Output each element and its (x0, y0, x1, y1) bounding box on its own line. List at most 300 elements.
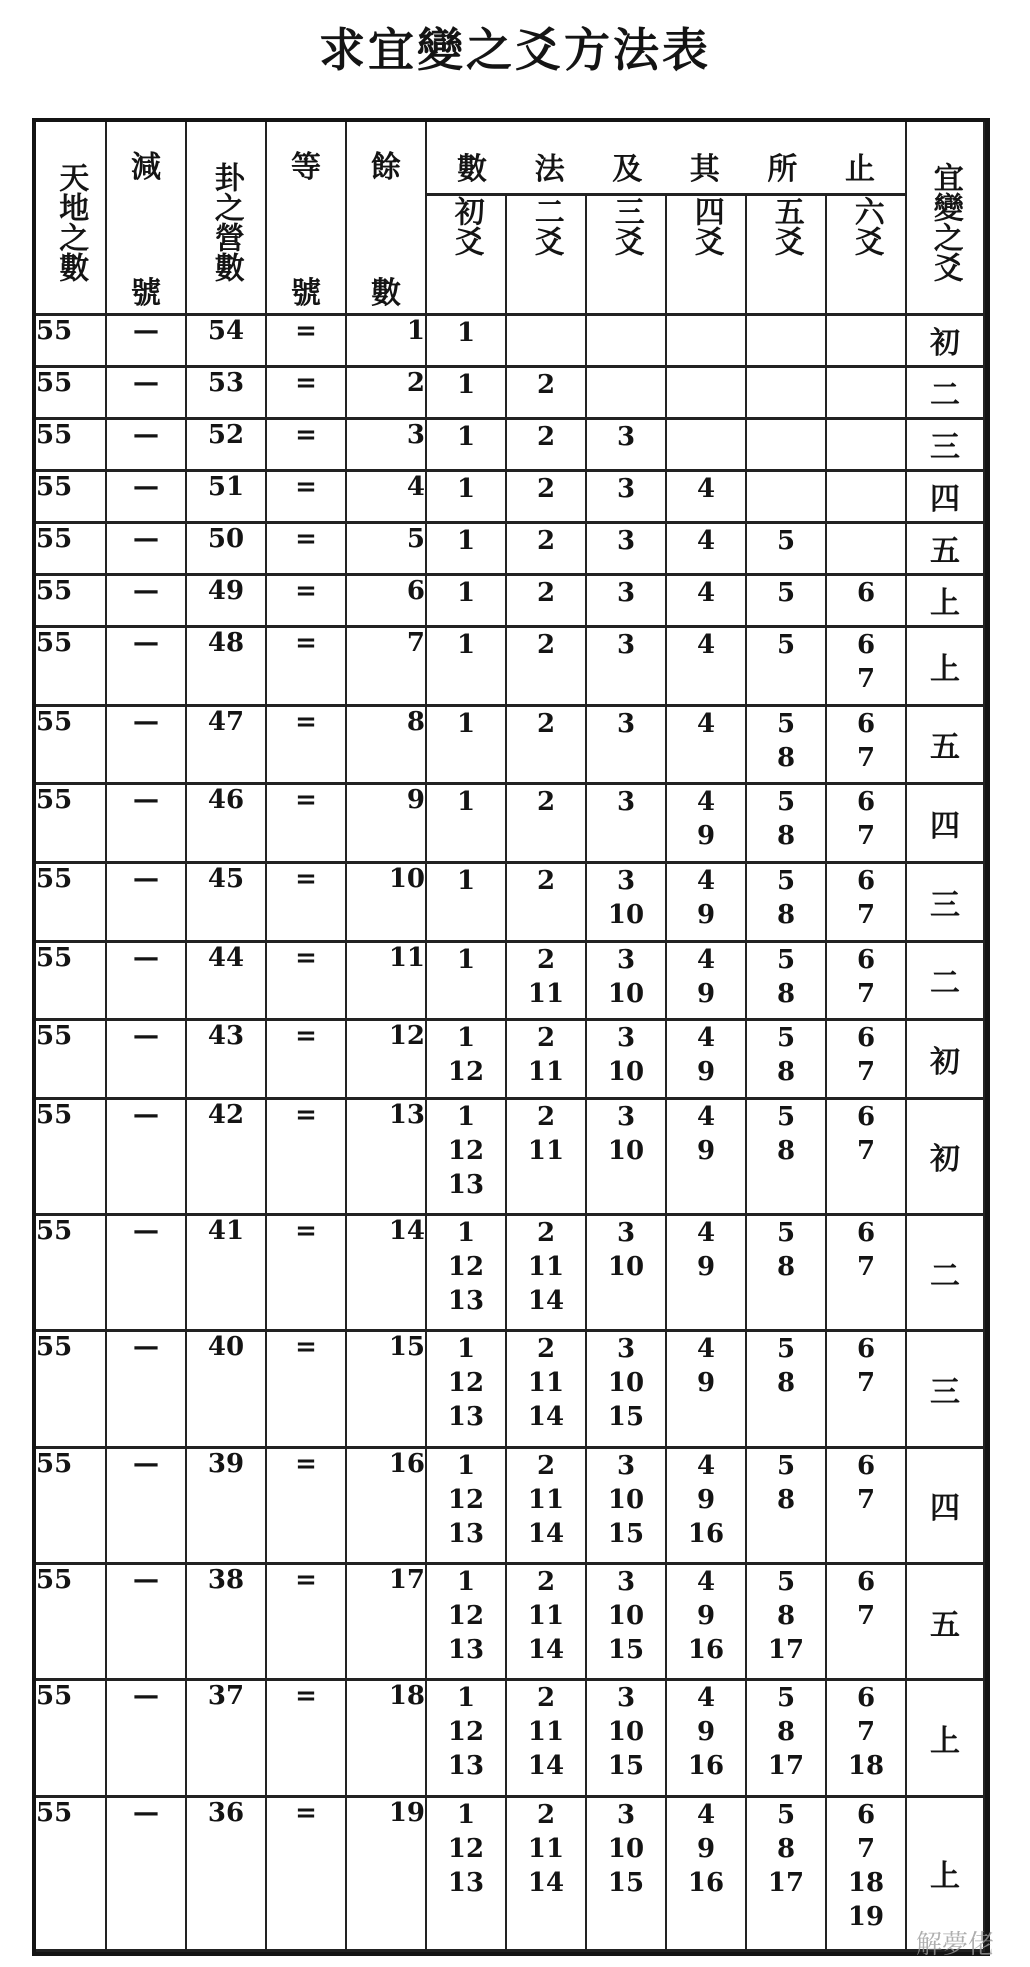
cell-yu: 10 (346, 862, 426, 941)
header-tiandi: 天地之數 (36, 122, 106, 314)
yao-number: 1 (456, 708, 476, 739)
yao-number: 3 (616, 865, 636, 896)
cell-yao-2 (506, 522, 586, 574)
cell-yao-6 (826, 470, 906, 522)
cell-jian: — (106, 1331, 186, 1447)
cell-guayingshu: 42 (186, 1098, 266, 1214)
cell-yao-4 (666, 1215, 746, 1331)
cell-jian: — (106, 574, 186, 626)
cell-yao-4 (666, 1020, 746, 1099)
cell-yao-6 (826, 784, 906, 863)
cell-yao-5 (746, 470, 826, 522)
cell-deng: = (266, 1447, 346, 1563)
h-yu-char: 數 (371, 276, 401, 311)
header-yibian: 宜變之爻 (906, 122, 984, 314)
yao-number: 6 (856, 1334, 876, 1365)
cell-jian: — (106, 1796, 186, 1950)
cell-yao-2 (506, 366, 586, 418)
cell-yao-1 (426, 1020, 506, 1099)
yao-number: 3 (616, 1799, 636, 1830)
cell-tiandi: 55 (36, 418, 106, 470)
cell-yao-6 (826, 366, 906, 418)
cell-guayingshu: 45 (186, 862, 266, 941)
method-table (36, 122, 985, 1952)
yao-number: 7 (856, 821, 876, 852)
cell-yibian: 三 (906, 862, 984, 941)
yao-number: 5 (776, 1334, 796, 1365)
cell-yao-3 (586, 1447, 666, 1563)
cell-yao-2 (506, 1796, 586, 1950)
cell-yao-5 (746, 418, 826, 470)
yao-number: 18 (847, 1867, 885, 1898)
cell-jian: — (106, 314, 186, 366)
yao-number: 3 (616, 1023, 636, 1054)
yao-number: 1 (456, 1218, 476, 1249)
yao-number: 10 (607, 1368, 645, 1399)
header-yao-2: 二爻 (506, 194, 586, 314)
yao-number: 9 (696, 821, 716, 852)
cell-yibian: 五 (906, 705, 984, 784)
yao-number: 2 (536, 369, 556, 400)
cell-yao-6 (826, 1331, 906, 1447)
cell-yao-6 (826, 418, 906, 470)
yao-number: 8 (776, 742, 796, 773)
header-yao-3: 三爻 (586, 194, 666, 314)
cell-yao-4 (666, 1331, 746, 1447)
cell-yao-6 (826, 705, 906, 784)
cell-yao-4 (666, 1680, 746, 1796)
cell-yao-2 (506, 574, 586, 626)
cell-yu: 8 (346, 705, 426, 784)
cell-yao-1 (426, 366, 506, 418)
yao-number: 9 (696, 1717, 716, 1748)
cell-yao-2 (506, 705, 586, 784)
cell-yao-5 (746, 574, 826, 626)
yao-number: 7 (856, 978, 876, 1009)
yao-number: 8 (776, 978, 796, 1009)
cell-deng: = (266, 1331, 346, 1447)
cell-yao-6 (826, 1796, 906, 1950)
yao-number: 16 (687, 1635, 725, 1666)
yao-number: 8 (776, 1368, 796, 1399)
cell-tiandi: 55 (36, 784, 106, 863)
yao-number: 4 (696, 1023, 716, 1054)
yao-number: 5 (776, 525, 796, 556)
cell-yao-1 (426, 1680, 506, 1796)
cell-yu: 1 (346, 314, 426, 366)
header-yao-5: 五爻 (746, 194, 826, 314)
yao-number: 1 (456, 369, 476, 400)
yao-number: 3 (616, 421, 636, 452)
yao-number: 12 (447, 1057, 485, 1088)
yao-number: 5 (776, 944, 796, 975)
cell-jian: — (106, 626, 186, 705)
header-yu (346, 122, 426, 314)
cell-yao-4 (666, 1796, 746, 1950)
cell-tiandi: 55 (36, 574, 106, 626)
cell-yao-6 (826, 1680, 906, 1796)
yao-number: 7 (856, 1057, 876, 1088)
yao-number: 8 (776, 821, 796, 852)
cell-yao-5 (746, 1680, 826, 1796)
yao-number: 11 (527, 1368, 565, 1399)
yao-number: 7 (856, 1717, 876, 1748)
cell-yao-6 (826, 1020, 906, 1099)
yao-number: 6 (856, 1683, 876, 1714)
cell-jian: — (106, 1564, 186, 1680)
cell-tiandi: 55 (36, 470, 106, 522)
yao-number: 10 (607, 1484, 645, 1515)
yao-number: 11 (527, 1717, 565, 1748)
yao-number: 5 (776, 1683, 796, 1714)
cell-deng: = (266, 1098, 346, 1214)
cell-yao-5 (746, 862, 826, 941)
yao-number: 9 (696, 899, 716, 930)
cell-guayingshu: 37 (186, 1680, 266, 1796)
cell-yao-5 (746, 626, 826, 705)
shufa-char: 數 (457, 152, 487, 187)
cell-yao-5 (746, 941, 826, 1020)
h-yu-char: 餘 (371, 150, 401, 185)
cell-yibian: 上 (906, 574, 984, 626)
yao-number: 4 (696, 1101, 716, 1132)
cell-yibian: 三 (906, 418, 984, 470)
yao-number: 10 (607, 899, 645, 930)
cell-yao-6 (826, 1098, 906, 1214)
yao-number: 3 (616, 1683, 636, 1714)
yao-number: 11 (527, 1057, 565, 1088)
yao-number: 9 (696, 1833, 716, 1864)
cell-yao-3 (586, 470, 666, 522)
cell-yu: 15 (346, 1331, 426, 1447)
yao-number: 7 (856, 1833, 876, 1864)
cell-yu: 14 (346, 1215, 426, 1331)
yao-number: 5 (776, 1101, 796, 1132)
cell-yu: 3 (346, 418, 426, 470)
yao-number: 5 (776, 1218, 796, 1249)
cell-yao-2 (506, 314, 586, 366)
cell-yao-2 (506, 1331, 586, 1447)
cell-yao-2 (506, 1020, 586, 1099)
cell-deng: = (266, 784, 346, 863)
cell-tiandi: 55 (36, 1098, 106, 1214)
yao-number: 6 (856, 1218, 876, 1249)
yao-number: 6 (856, 1567, 876, 1598)
yao-number: 2 (536, 1218, 556, 1249)
cell-tiandi: 55 (36, 1447, 106, 1563)
cell-yao-2 (506, 470, 586, 522)
header-deng (266, 122, 346, 314)
yao-number: 5 (776, 1023, 796, 1054)
cell-tiandi: 55 (36, 1564, 106, 1680)
yao-number: 4 (696, 787, 716, 818)
yao-number: 13 (447, 1867, 485, 1898)
table-row (36, 1215, 984, 1331)
cell-jian: — (106, 784, 186, 863)
cell-yu: 6 (346, 574, 426, 626)
cell-yao-3 (586, 1331, 666, 1447)
yao-number: 2 (536, 708, 556, 739)
yao-number: 2 (536, 1023, 556, 1054)
cell-yao-4 (666, 626, 746, 705)
yao-number: 10 (607, 1833, 645, 1864)
yao-number: 10 (607, 978, 645, 1009)
cell-guayingshu: 39 (186, 1447, 266, 1563)
shufa-char: 法 (534, 152, 565, 187)
yao-number: 3 (616, 1101, 636, 1132)
cell-deng: = (266, 418, 346, 470)
yao-number: 3 (616, 1567, 636, 1598)
shufa-char: 所 (767, 152, 798, 187)
yao-number: 11 (527, 1135, 565, 1166)
cell-yao-4 (666, 862, 746, 941)
shufa-char: 止 (844, 152, 875, 187)
yao-number: 9 (696, 978, 716, 1009)
yao-number: 8 (776, 1833, 796, 1864)
cell-yao-3 (586, 418, 666, 470)
yao-number: 5 (776, 787, 796, 818)
yao-number: 2 (536, 1334, 556, 1365)
yao-number: 3 (616, 629, 636, 660)
cell-yao-2 (506, 1680, 586, 1796)
cell-tiandi: 55 (36, 626, 106, 705)
cell-jian: — (106, 941, 186, 1020)
cell-yao-3 (586, 705, 666, 784)
cell-yao-4 (666, 1447, 746, 1563)
cell-guayingshu: 48 (186, 626, 266, 705)
cell-jian: — (106, 522, 186, 574)
cell-guayingshu: 38 (186, 1564, 266, 1680)
cell-yao-6 (826, 941, 906, 1020)
cell-yao-1 (426, 1564, 506, 1680)
cell-yao-5 (746, 1098, 826, 1214)
yao-number: 2 (536, 1799, 556, 1830)
cell-deng: = (266, 1680, 346, 1796)
cell-tiandi: 55 (36, 941, 106, 1020)
cell-yibian: 二 (906, 1215, 984, 1331)
yao-number: 12 (447, 1135, 485, 1166)
yao-number: 4 (696, 1218, 716, 1249)
yao-number: 6 (856, 708, 876, 739)
cell-deng: = (266, 1564, 346, 1680)
cell-yibian: 上 (906, 1796, 984, 1950)
cell-guayingshu: 41 (186, 1215, 266, 1331)
yao-number: 10 (607, 1135, 645, 1166)
cell-yao-2 (506, 1215, 586, 1331)
yao-number: 2 (536, 1101, 556, 1132)
header-guayingshu: 卦之營數 (186, 122, 266, 314)
cell-yao-5 (746, 784, 826, 863)
yao-number: 15 (607, 1402, 645, 1433)
yao-number: 8 (776, 1484, 796, 1515)
yao-number: 4 (696, 577, 716, 608)
cell-yao-1 (426, 705, 506, 784)
cell-yao-1 (426, 418, 506, 470)
cell-yao-1 (426, 1098, 506, 1214)
cell-yao-5 (746, 1564, 826, 1680)
shufa-char: 其 (689, 152, 720, 187)
cell-yao-2 (506, 1098, 586, 1214)
cell-yao-4 (666, 522, 746, 574)
yao-number: 12 (447, 1368, 485, 1399)
yao-number: 8 (776, 1601, 796, 1632)
cell-jian: — (106, 705, 186, 784)
yao-number: 5 (776, 1567, 796, 1598)
cell-yao-3 (586, 1020, 666, 1099)
table-row (36, 1331, 984, 1447)
yao-number: 7 (856, 1252, 876, 1283)
cell-tiandi: 55 (36, 522, 106, 574)
cell-yao-3 (586, 574, 666, 626)
yao-number: 14 (527, 1402, 565, 1433)
cell-yao-2 (506, 418, 586, 470)
yao-number: 10 (607, 1057, 645, 1088)
cell-yao-3 (586, 1564, 666, 1680)
cell-yibian: 四 (906, 1447, 984, 1563)
yao-number: 4 (696, 525, 716, 556)
h-deng-char: 號 (291, 276, 321, 311)
yao-number: 15 (607, 1867, 645, 1898)
yao-number: 13 (447, 1635, 485, 1666)
cell-yao-6 (826, 522, 906, 574)
yao-number: 6 (856, 1450, 876, 1481)
yao-number: 8 (776, 899, 796, 930)
cell-yao-5 (746, 1447, 826, 1563)
cell-deng: = (266, 626, 346, 705)
yao-number: 3 (616, 1450, 636, 1481)
cell-tiandi: 55 (36, 1796, 106, 1950)
yao-number: 9 (696, 1484, 716, 1515)
cell-yao-4 (666, 1564, 746, 1680)
yao-number: 1 (456, 1799, 476, 1830)
cell-yao-1 (426, 522, 506, 574)
header-shufa (426, 122, 906, 194)
yao-number: 12 (447, 1601, 485, 1632)
yao-number: 11 (527, 1252, 565, 1283)
cell-guayingshu: 54 (186, 314, 266, 366)
table-row (36, 418, 984, 470)
cell-yao-2 (506, 941, 586, 1020)
yao-number: 10 (607, 1717, 645, 1748)
cell-yu: 11 (346, 941, 426, 1020)
cell-yao-4 (666, 941, 746, 1020)
cell-guayingshu: 36 (186, 1796, 266, 1950)
yao-number: 7 (856, 899, 876, 930)
yao-number: 14 (527, 1635, 565, 1666)
cell-yu: 9 (346, 784, 426, 863)
yao-number: 3 (616, 473, 636, 504)
yao-number: 2 (536, 944, 556, 975)
table-row (36, 1796, 984, 1950)
yao-number: 5 (776, 629, 796, 660)
cell-yao-6 (826, 574, 906, 626)
cell-yao-1 (426, 314, 506, 366)
cell-yao-3 (586, 366, 666, 418)
cell-tiandi: 55 (36, 1215, 106, 1331)
cell-yibian: 二 (906, 941, 984, 1020)
yao-number: 1 (456, 944, 476, 975)
yao-number: 5 (776, 865, 796, 896)
yao-number: 1 (456, 1450, 476, 1481)
cell-yu: 17 (346, 1564, 426, 1680)
yao-number: 2 (536, 1683, 556, 1714)
cell-guayingshu: 43 (186, 1020, 266, 1099)
cell-yao-4 (666, 470, 746, 522)
cell-deng: = (266, 862, 346, 941)
yao-number: 10 (607, 1601, 645, 1632)
cell-yao-2 (506, 626, 586, 705)
yao-number: 6 (856, 1101, 876, 1132)
h-jian-char: 號 (131, 276, 161, 311)
cell-jian: — (106, 1098, 186, 1214)
cell-yao-3 (586, 1215, 666, 1331)
yao-number: 5 (776, 1799, 796, 1830)
cell-jian: — (106, 1447, 186, 1563)
yao-number: 11 (527, 1484, 565, 1515)
cell-yibian: 五 (906, 522, 984, 574)
yao-number: 6 (856, 787, 876, 818)
table-row (36, 1564, 984, 1680)
yao-number: 15 (607, 1635, 645, 1666)
yao-number: 12 (447, 1717, 485, 1748)
yao-number: 9 (696, 1057, 716, 1088)
yao-number: 14 (527, 1751, 565, 1782)
cell-jian: — (106, 1020, 186, 1099)
yao-number: 17 (767, 1751, 805, 1782)
yao-number: 15 (607, 1751, 645, 1782)
table-row (36, 1680, 984, 1796)
yao-number: 1 (456, 1567, 476, 1598)
cell-yao-1 (426, 470, 506, 522)
yao-number: 1 (456, 865, 476, 896)
yao-number: 11 (527, 1833, 565, 1864)
table-row (36, 1020, 984, 1099)
yao-number: 4 (696, 708, 716, 739)
yao-number: 1 (456, 317, 476, 348)
cell-yu: 12 (346, 1020, 426, 1099)
yao-number: 9 (696, 1368, 716, 1399)
yao-number: 19 (847, 1901, 885, 1932)
cell-yao-2 (506, 1447, 586, 1563)
yao-number: 7 (856, 1135, 876, 1166)
yao-number: 15 (607, 1518, 645, 1549)
cell-yibian: 初 (906, 1020, 984, 1099)
yao-number: 12 (447, 1833, 485, 1864)
yao-number: 6 (856, 944, 876, 975)
cell-yao-6 (826, 314, 906, 366)
yao-number: 7 (856, 1368, 876, 1399)
cell-yao-4 (666, 1098, 746, 1214)
cell-tiandi: 55 (36, 862, 106, 941)
shufa-char: 及 (612, 152, 643, 187)
yao-number: 7 (856, 663, 876, 694)
cell-jian: — (106, 366, 186, 418)
yao-number: 4 (696, 944, 716, 975)
cell-guayingshu: 47 (186, 705, 266, 784)
cell-deng: = (266, 1215, 346, 1331)
yao-number: 1 (456, 577, 476, 608)
table-row (36, 862, 984, 941)
cell-yao-4 (666, 418, 746, 470)
yao-number: 2 (536, 865, 556, 896)
cell-jian: — (106, 862, 186, 941)
yao-number: 8 (776, 1717, 796, 1748)
yao-number: 3 (616, 577, 636, 608)
cell-yao-3 (586, 522, 666, 574)
cell-yu: 2 (346, 366, 426, 418)
cell-yao-6 (826, 626, 906, 705)
table-row (36, 941, 984, 1020)
